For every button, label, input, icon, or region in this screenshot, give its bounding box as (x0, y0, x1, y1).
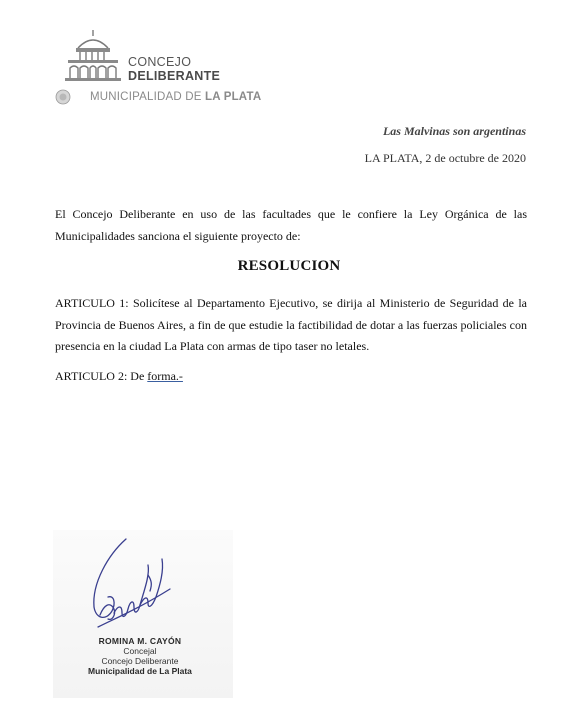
municipality-name (90, 91, 261, 104)
document-date: LA PLATA, 2 de octubre de 2020 (364, 151, 526, 165)
org-line1: CONCEJO (128, 55, 192, 69)
municipality-prefix: MUNICIPALIDAD DE (90, 91, 206, 103)
municipality-city: LA PLATA (205, 91, 262, 103)
motto: Las Malvinas son argentinas (382, 124, 526, 138)
article-2 (55, 366, 527, 388)
signer-body: Concejo Deliberante (101, 656, 179, 666)
org-line2: DELIBERANTE (128, 69, 221, 83)
signature-stamp-text (88, 636, 192, 676)
article-2-suffix: forma.- (147, 369, 183, 383)
signer-role: Concejal (123, 646, 157, 656)
municipal-seal-icon (55, 89, 71, 105)
article-2-prefix: ARTICULO 2: De (55, 369, 148, 383)
handwritten-signature (78, 535, 178, 645)
signer-name: ROMINA M. CAYÓN (98, 636, 182, 646)
concejo-building-logo (62, 26, 124, 82)
resolution-title: RESOLUCION (237, 258, 341, 274)
article-1: ARTICULO 1: Solicítese al Departamento Ejecutivo, se dirija al Ministerio de Seguridad de la Provincia de Buenos Aires, a fin de que estudie la factibilidad de dotar a las fuerzas policiales con presencia en la ciudad La Plata con armas de tipo taser no letales. (55, 296, 527, 353)
concejo-deliberante-wordmark (128, 55, 220, 83)
signer-municipality: Municipalidad de La Plata (88, 666, 192, 676)
intro-paragraph: El Concejo Deliberante en uso de las facultades que le confiere la Ley Orgánica de las Municipalidades sanciona el siguiente proyecto de: (55, 207, 527, 243)
